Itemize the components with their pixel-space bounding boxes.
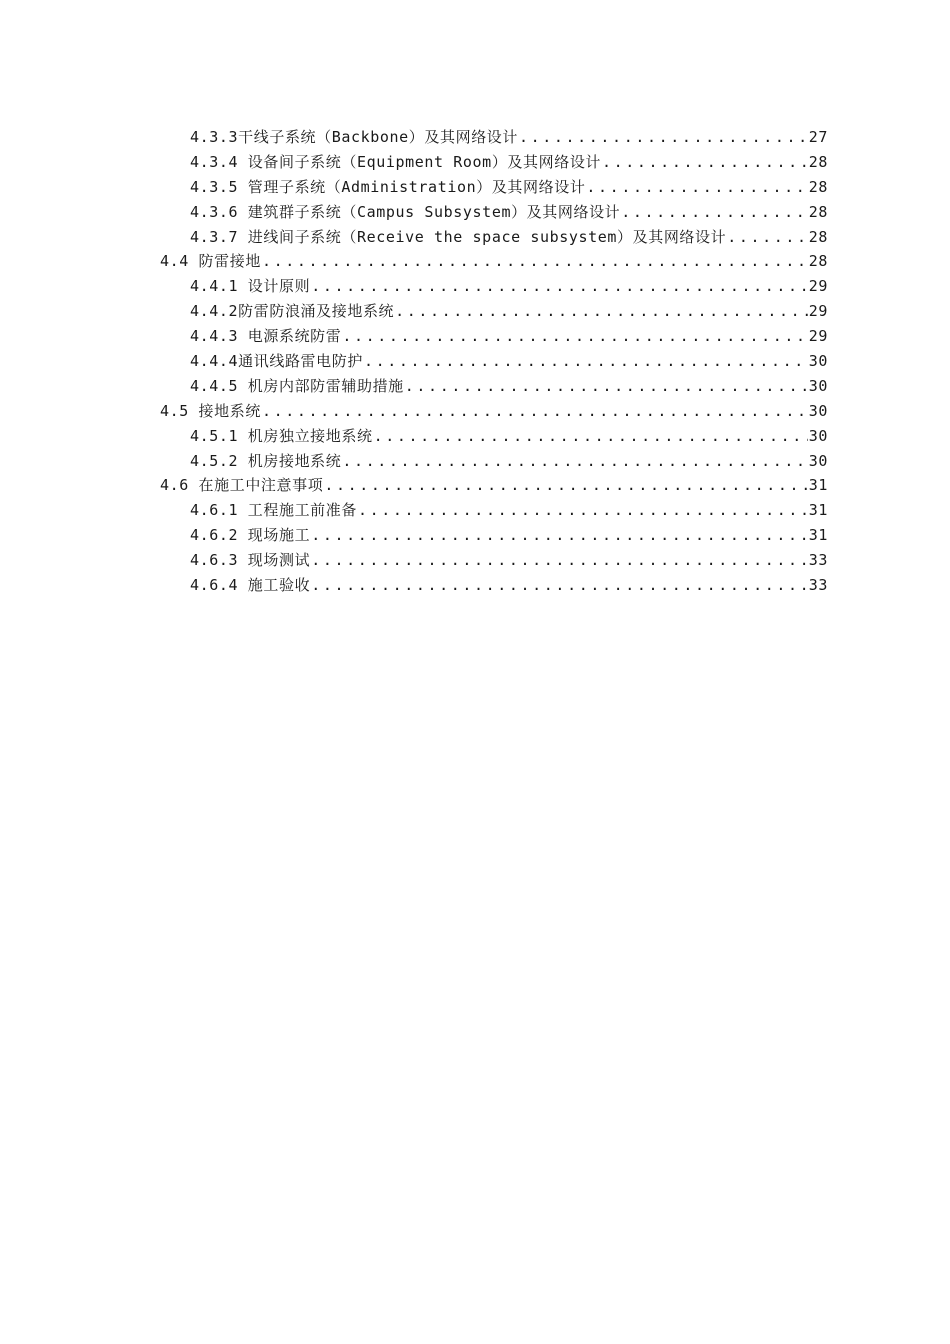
toc-entry-4-6-4[interactable]: [160, 574, 828, 599]
toc-entry-title: 4.5.2 机房接地系统: [190, 451, 342, 470]
toc-entry-title: 4.4.1 设计原则: [190, 277, 311, 296]
toc-entry-4-3-3[interactable]: [160, 126, 828, 151]
toc-entry-title: 4.4.5 机房内部防雷辅助措施: [190, 376, 404, 395]
toc-page-number: 30: [808, 352, 828, 371]
toc-dot-leader: [311, 551, 808, 569]
toc-dot-leader: [364, 352, 808, 370]
toc-page-number: 30: [808, 451, 828, 470]
toc-page-number: 28: [808, 252, 828, 271]
toc-entry-title: 4.6.1 工程施工前准备: [190, 501, 357, 520]
toc-entry-title: 4.4.3 电源系统防雷: [190, 327, 342, 346]
toc-entry-4-4-3[interactable]: [160, 325, 828, 350]
toc-dot-leader: [311, 526, 808, 544]
toc-entry-4-3-5[interactable]: [160, 176, 828, 201]
toc-page-number: 31: [808, 526, 828, 545]
toc-entry-title: 4.6.3 现场测试: [190, 551, 311, 570]
toc-page-number: 28: [808, 177, 828, 196]
toc-entry-title: 4.6 在施工中注意事项: [160, 476, 324, 495]
toc-page-number: 28: [808, 152, 828, 171]
toc-page-number: 29: [808, 302, 828, 321]
toc-page-number: 27: [808, 128, 828, 146]
toc-page-number: 29: [808, 277, 828, 296]
toc-page-number: 31: [808, 501, 828, 520]
toc-entry-title: 4.3.6 建筑群子系统（Campus Subsystem）及其网络设计: [190, 202, 621, 221]
toc-entry-4-4-4[interactable]: [160, 350, 828, 375]
toc-entry-title: 4.3.5 管理子系统（Administration）及其网络设计: [190, 177, 586, 196]
toc-dot-leader: [602, 153, 808, 171]
toc-page-number: 33: [808, 551, 828, 570]
toc-page-number: 31: [808, 476, 828, 495]
toc-entry-title: 4.3.3干线子系统（Backbone）及其网络设计: [190, 128, 519, 146]
toc-entry-title: 4.3.7 进线间子系统（Receive the space subsystem）及其网络设计: [190, 227, 727, 246]
toc-entry-4-6-1[interactable]: [160, 499, 828, 524]
toc-entry-title: 4.4 防雷接地: [160, 252, 261, 271]
toc-entry-4-6-3[interactable]: [160, 549, 828, 574]
toc-entry-4-3-4[interactable]: [160, 151, 828, 176]
toc-dot-leader: [342, 327, 807, 345]
toc-entry-4-5-1[interactable]: [160, 425, 828, 450]
toc-entry-title: 4.4.2防雷防浪涌及接地系统: [190, 302, 395, 321]
toc-page-number: 30: [808, 376, 828, 395]
toc-page-number: 28: [808, 202, 828, 221]
toc-dot-leader: [727, 228, 808, 246]
toc-entry-title: 4.5 接地系统: [160, 401, 261, 420]
toc-dot-leader: [358, 501, 808, 519]
toc-page-number: 30: [808, 401, 828, 420]
toc-entry-4-3-6[interactable]: [160, 201, 828, 226]
toc-dot-leader: [324, 476, 807, 494]
toc-dot-leader: [311, 576, 808, 594]
toc-dot-leader: [395, 302, 808, 320]
toc-entry-title: 4.3.4 设备间子系统（Equipment Room）及其网络设计: [190, 152, 602, 171]
toc-entry-4-6-2[interactable]: [160, 524, 828, 549]
toc-page-number: 28: [808, 227, 828, 246]
toc-entry-4-5[interactable]: [160, 400, 828, 425]
toc-entry-4-4-1[interactable]: [160, 275, 828, 300]
toc-dot-leader: [586, 178, 807, 196]
toc-dot-leader: [621, 203, 807, 221]
toc-dot-leader: [311, 277, 808, 295]
toc-dot-leader: [374, 427, 808, 445]
toc-entry-title: 4.6.4 施工验收: [190, 576, 311, 595]
toc-entry-4-5-2[interactable]: [160, 450, 828, 475]
toc-page-number: 29: [808, 327, 828, 346]
toc-entry-title: 4.4.4通讯线路雷电防护: [190, 352, 363, 371]
toc-dot-leader: [342, 452, 807, 470]
toc-dot-leader: [262, 402, 808, 420]
toc-entry-4-4-2[interactable]: [160, 300, 828, 325]
toc-page-number: 33: [808, 576, 828, 595]
toc-dot-leader: [262, 252, 808, 270]
toc-entry-4-4-5[interactable]: [160, 375, 828, 400]
toc-entry-title: 4.6.2 现场施工: [190, 526, 311, 545]
toc-page-number: 30: [808, 426, 828, 445]
toc-entry-4-6[interactable]: [160, 474, 828, 499]
toc-dot-leader: [405, 377, 808, 395]
table-of-contents: [160, 126, 828, 599]
toc-entry-title: 4.5.1 机房独立接地系统: [190, 426, 373, 445]
toc-entry-4-4[interactable]: [160, 250, 828, 275]
toc-entry-4-3-7[interactable]: [160, 226, 828, 251]
toc-dot-leader: [519, 128, 808, 146]
